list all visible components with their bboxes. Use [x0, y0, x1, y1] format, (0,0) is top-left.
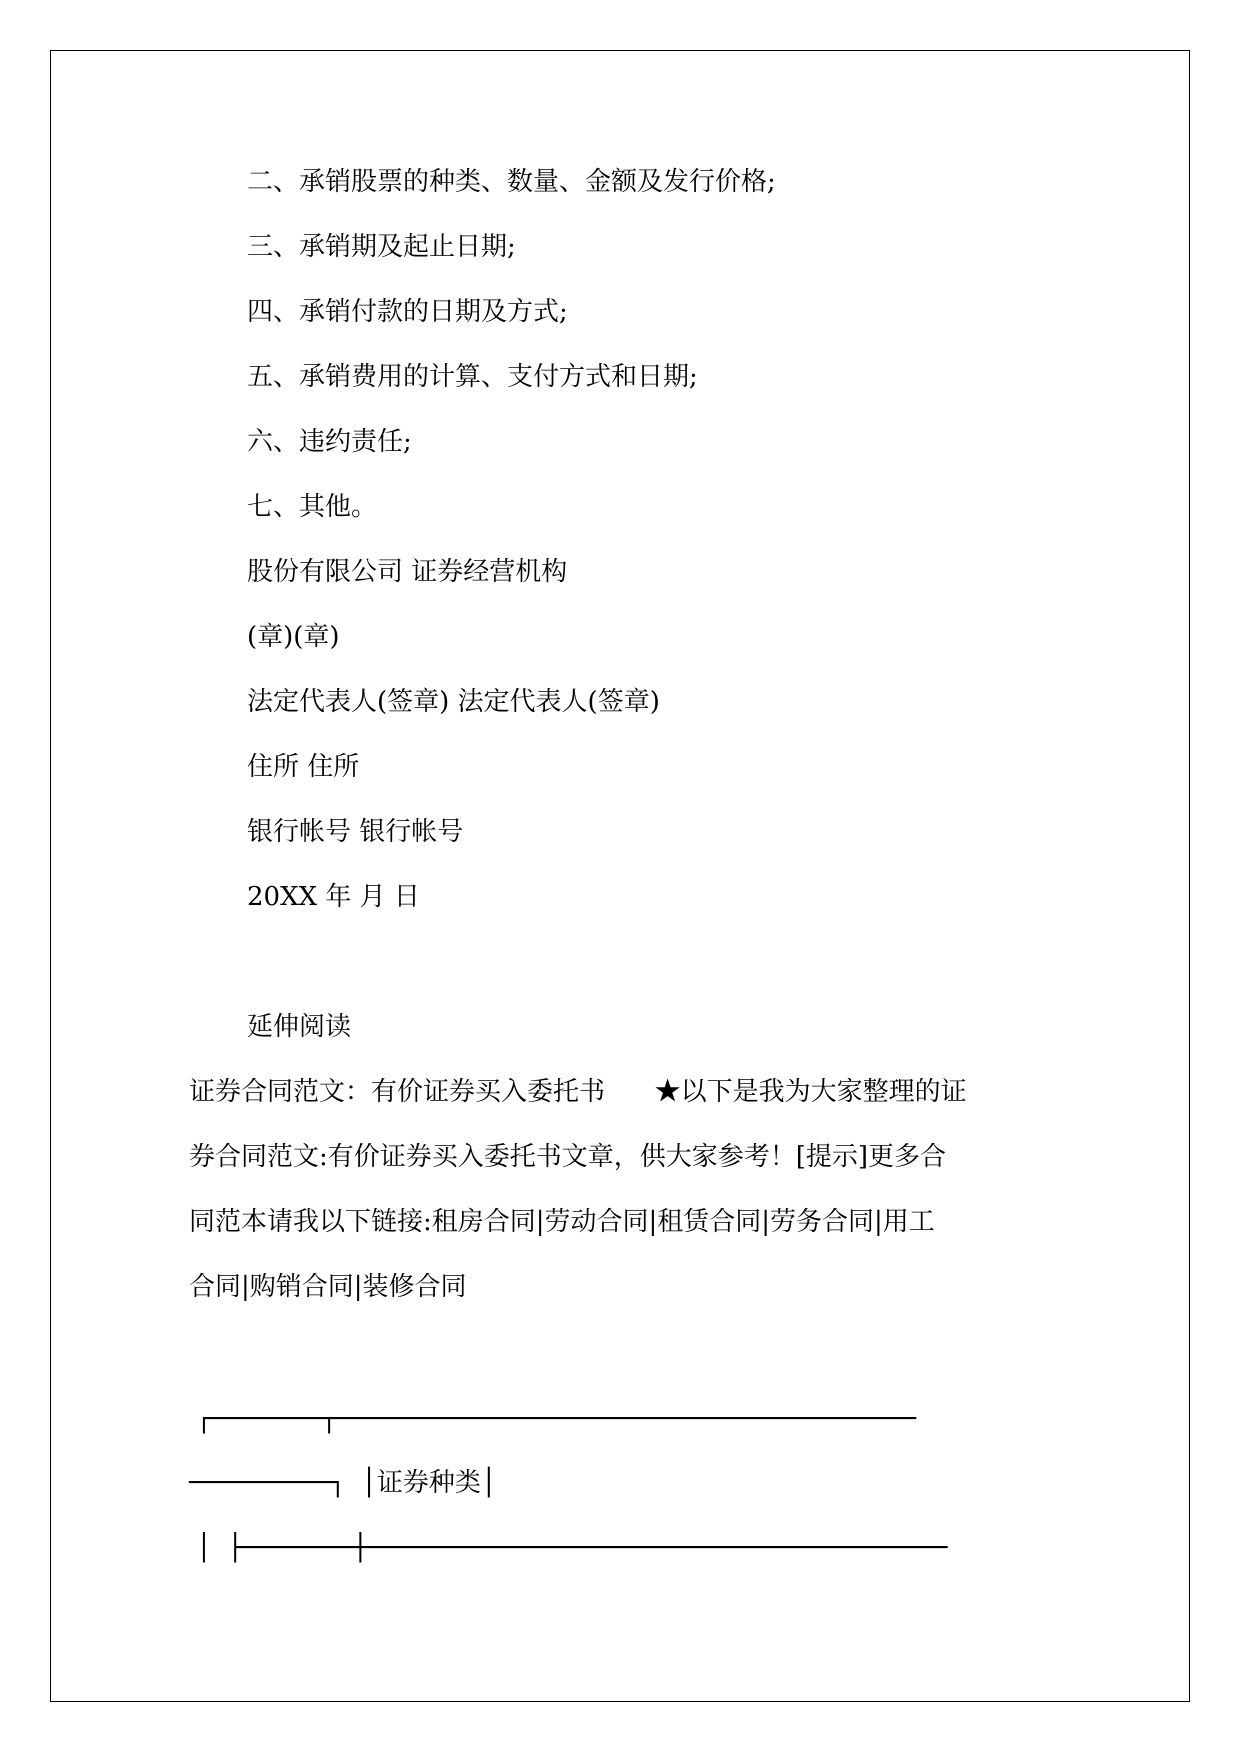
table-header-row: ─────────┐ │证券种类│ — [189, 1468, 497, 1498]
term-item-4: 四、承销付款的日期及方式; — [247, 297, 568, 327]
term-item-5: 五、承销费用的计算、支付方式和日期; — [247, 362, 698, 392]
term-item-3: 三、承销期及起止日期; — [247, 232, 516, 262]
page-border — [50, 50, 1190, 1702]
signature-date: 20XX 年 月 日 — [247, 882, 420, 912]
extended-reading-line-2: 券合同范文:有价证券买入委托书文章，供大家参考！[提示]更多合 — [189, 1142, 947, 1172]
table-top-border: ┌───────┬───────────────────────────────────── — [196, 1404, 917, 1434]
signature-bank-account: 银行帐号 银行帐号 — [247, 817, 464, 847]
table-separator-row: │ ├───────┼───────────────────────────────────── — [196, 1533, 948, 1563]
extended-reading-line-1: 证券合同范文：有价证券买入委托书 ★以下是我为大家整理的证 — [189, 1077, 967, 1107]
extended-reading-line-3: 同范本请我以下链接:租房合同|劳动合同|租赁合同|劳务合同|用工 — [189, 1207, 935, 1237]
signature-parties: 股份有限公司 证券经营机构 — [247, 557, 568, 587]
extended-reading-heading: 延伸阅读 — [247, 1012, 352, 1042]
signature-representatives: 法定代表人(签章) 法定代表人(签章) — [247, 687, 660, 717]
term-item-7: 七、其他。 — [247, 492, 378, 522]
signature-seals: (章)(章) — [247, 622, 340, 652]
extended-reading-line-4: 合同|购销合同|装修合同 — [189, 1272, 467, 1302]
term-item-2: 二、承销股票的种类、数量、金额及发行价格; — [247, 167, 776, 197]
term-item-6: 六、违约责任; — [247, 427, 412, 457]
signature-address: 住所 住所 — [247, 752, 360, 782]
